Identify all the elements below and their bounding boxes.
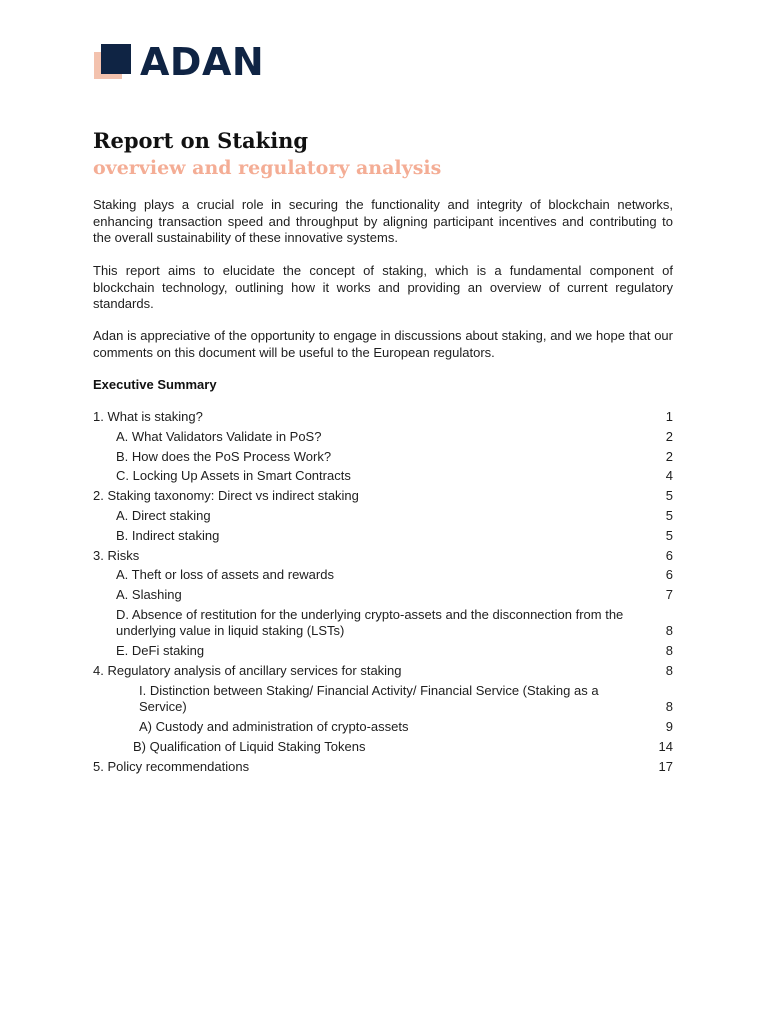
toc-entry[interactable] xyxy=(93,429,673,446)
toc-entry-title: A. Direct staking xyxy=(116,507,211,523)
toc-entry-page: 7 xyxy=(665,587,673,603)
toc-entry-page: 5 xyxy=(665,527,673,543)
adan-logo xyxy=(94,40,294,84)
toc-entry-page: 14 xyxy=(658,738,673,754)
toc-entry-title: D. Absence of restitution for the underlying crypto-assets and the disconnection from the underlying value in liquid staking (LSTs) xyxy=(116,606,624,639)
toc-entry[interactable] xyxy=(93,528,673,545)
toc-entry-page: 8 xyxy=(665,663,673,679)
toc-entry[interactable] xyxy=(93,548,673,565)
toc-entry-title: E. DeFi staking xyxy=(116,643,205,659)
toc-entry[interactable] xyxy=(93,449,673,466)
toc-entry-title: 3. Risks xyxy=(93,547,140,563)
toc-entry-title: A) Custody and administration of crypto-assets xyxy=(139,719,409,735)
executive-summary-heading: Executive Summary xyxy=(93,377,217,392)
toc-entry-page: 1 xyxy=(665,409,673,424)
toc-entry-title: 5. Policy recommendations xyxy=(93,758,250,774)
toc-entry-page: 2 xyxy=(665,448,673,464)
toc-entry[interactable] xyxy=(93,607,673,640)
toc-entry[interactable] xyxy=(93,739,673,756)
toc-entry-title: A. Theft or loss of assets and rewards xyxy=(116,567,334,583)
logo-square xyxy=(101,44,131,74)
toc-entry-title: C. Locking Up Assets in Smart Contracts xyxy=(116,468,351,484)
toc-entry[interactable] xyxy=(93,643,673,660)
toc-entry-title: 2. Staking taxonomy: Direct vs indirect staking xyxy=(93,488,359,504)
toc-entry-page: 9 xyxy=(665,719,673,735)
report-subtitle: overview and regulatory analysis xyxy=(93,157,442,179)
appreciation-paragraph: Adan is appreciative of the opportunity to engage in discussions about staking, and we hope that our comments on this document will be useful to the European regulators. xyxy=(93,328,673,360)
toc-entry-page: 5 xyxy=(665,488,673,504)
toc-entry[interactable] xyxy=(93,488,673,505)
toc-entry[interactable] xyxy=(93,663,673,680)
toc-entry-page: 6 xyxy=(665,567,673,583)
table-of-contents xyxy=(93,409,673,779)
toc-entry[interactable] xyxy=(93,587,673,604)
toc-entry-page: 8 xyxy=(665,699,673,715)
toc-entry[interactable] xyxy=(93,468,673,485)
toc-entry-title: B) Qualification of Liquid Staking Tokens xyxy=(133,738,366,754)
toc-entry[interactable] xyxy=(93,719,673,736)
toc-entry-title: B. How does the PoS Process Work? xyxy=(116,448,332,464)
toc-entry-title: A. Slashing xyxy=(116,587,182,603)
toc-entry-page: 8 xyxy=(665,623,673,639)
purpose-paragraph: This report aims to elucidate the concept of staking, which is a fundamental component of blockchain technology, outlining how it works and providing an overview of current regulatory standards. xyxy=(93,263,673,311)
toc-entry[interactable] xyxy=(93,759,673,776)
logo-wordmark: ADAN xyxy=(140,40,265,84)
toc-entry-title: 4. Regulatory analysis of ancillary services for staking xyxy=(93,663,402,679)
toc-entry-title: B. Indirect staking xyxy=(116,527,220,543)
toc-entry[interactable] xyxy=(93,508,673,525)
toc-entry-title: 1. What is staking? xyxy=(93,409,203,424)
toc-entry-page: 17 xyxy=(658,758,673,774)
toc-entry-title: A. What Validators Validate in PoS? xyxy=(116,428,322,444)
toc-entry-page: 5 xyxy=(665,507,673,523)
toc-entry[interactable] xyxy=(93,683,673,716)
report-title: Report on Staking xyxy=(93,128,309,153)
toc-entry[interactable] xyxy=(93,567,673,584)
toc-entry-page: 4 xyxy=(665,468,673,484)
toc-entry-title: I. Distinction between Staking/ Financial Activity/ Financial Service (Staking as a Service) xyxy=(139,682,599,715)
toc-entry-page: 2 xyxy=(665,428,673,444)
intro-paragraph: Staking plays a crucial role in securing the functionality and integrity of blockchain networks, enhancing transaction speed and throughput by aligning participant incentives and contributing to the overall sustainability of these innovative systems. xyxy=(93,197,673,245)
toc-entry[interactable] xyxy=(93,409,673,426)
toc-entry-page: 8 xyxy=(665,643,673,659)
toc-entry-page: 6 xyxy=(665,547,673,563)
